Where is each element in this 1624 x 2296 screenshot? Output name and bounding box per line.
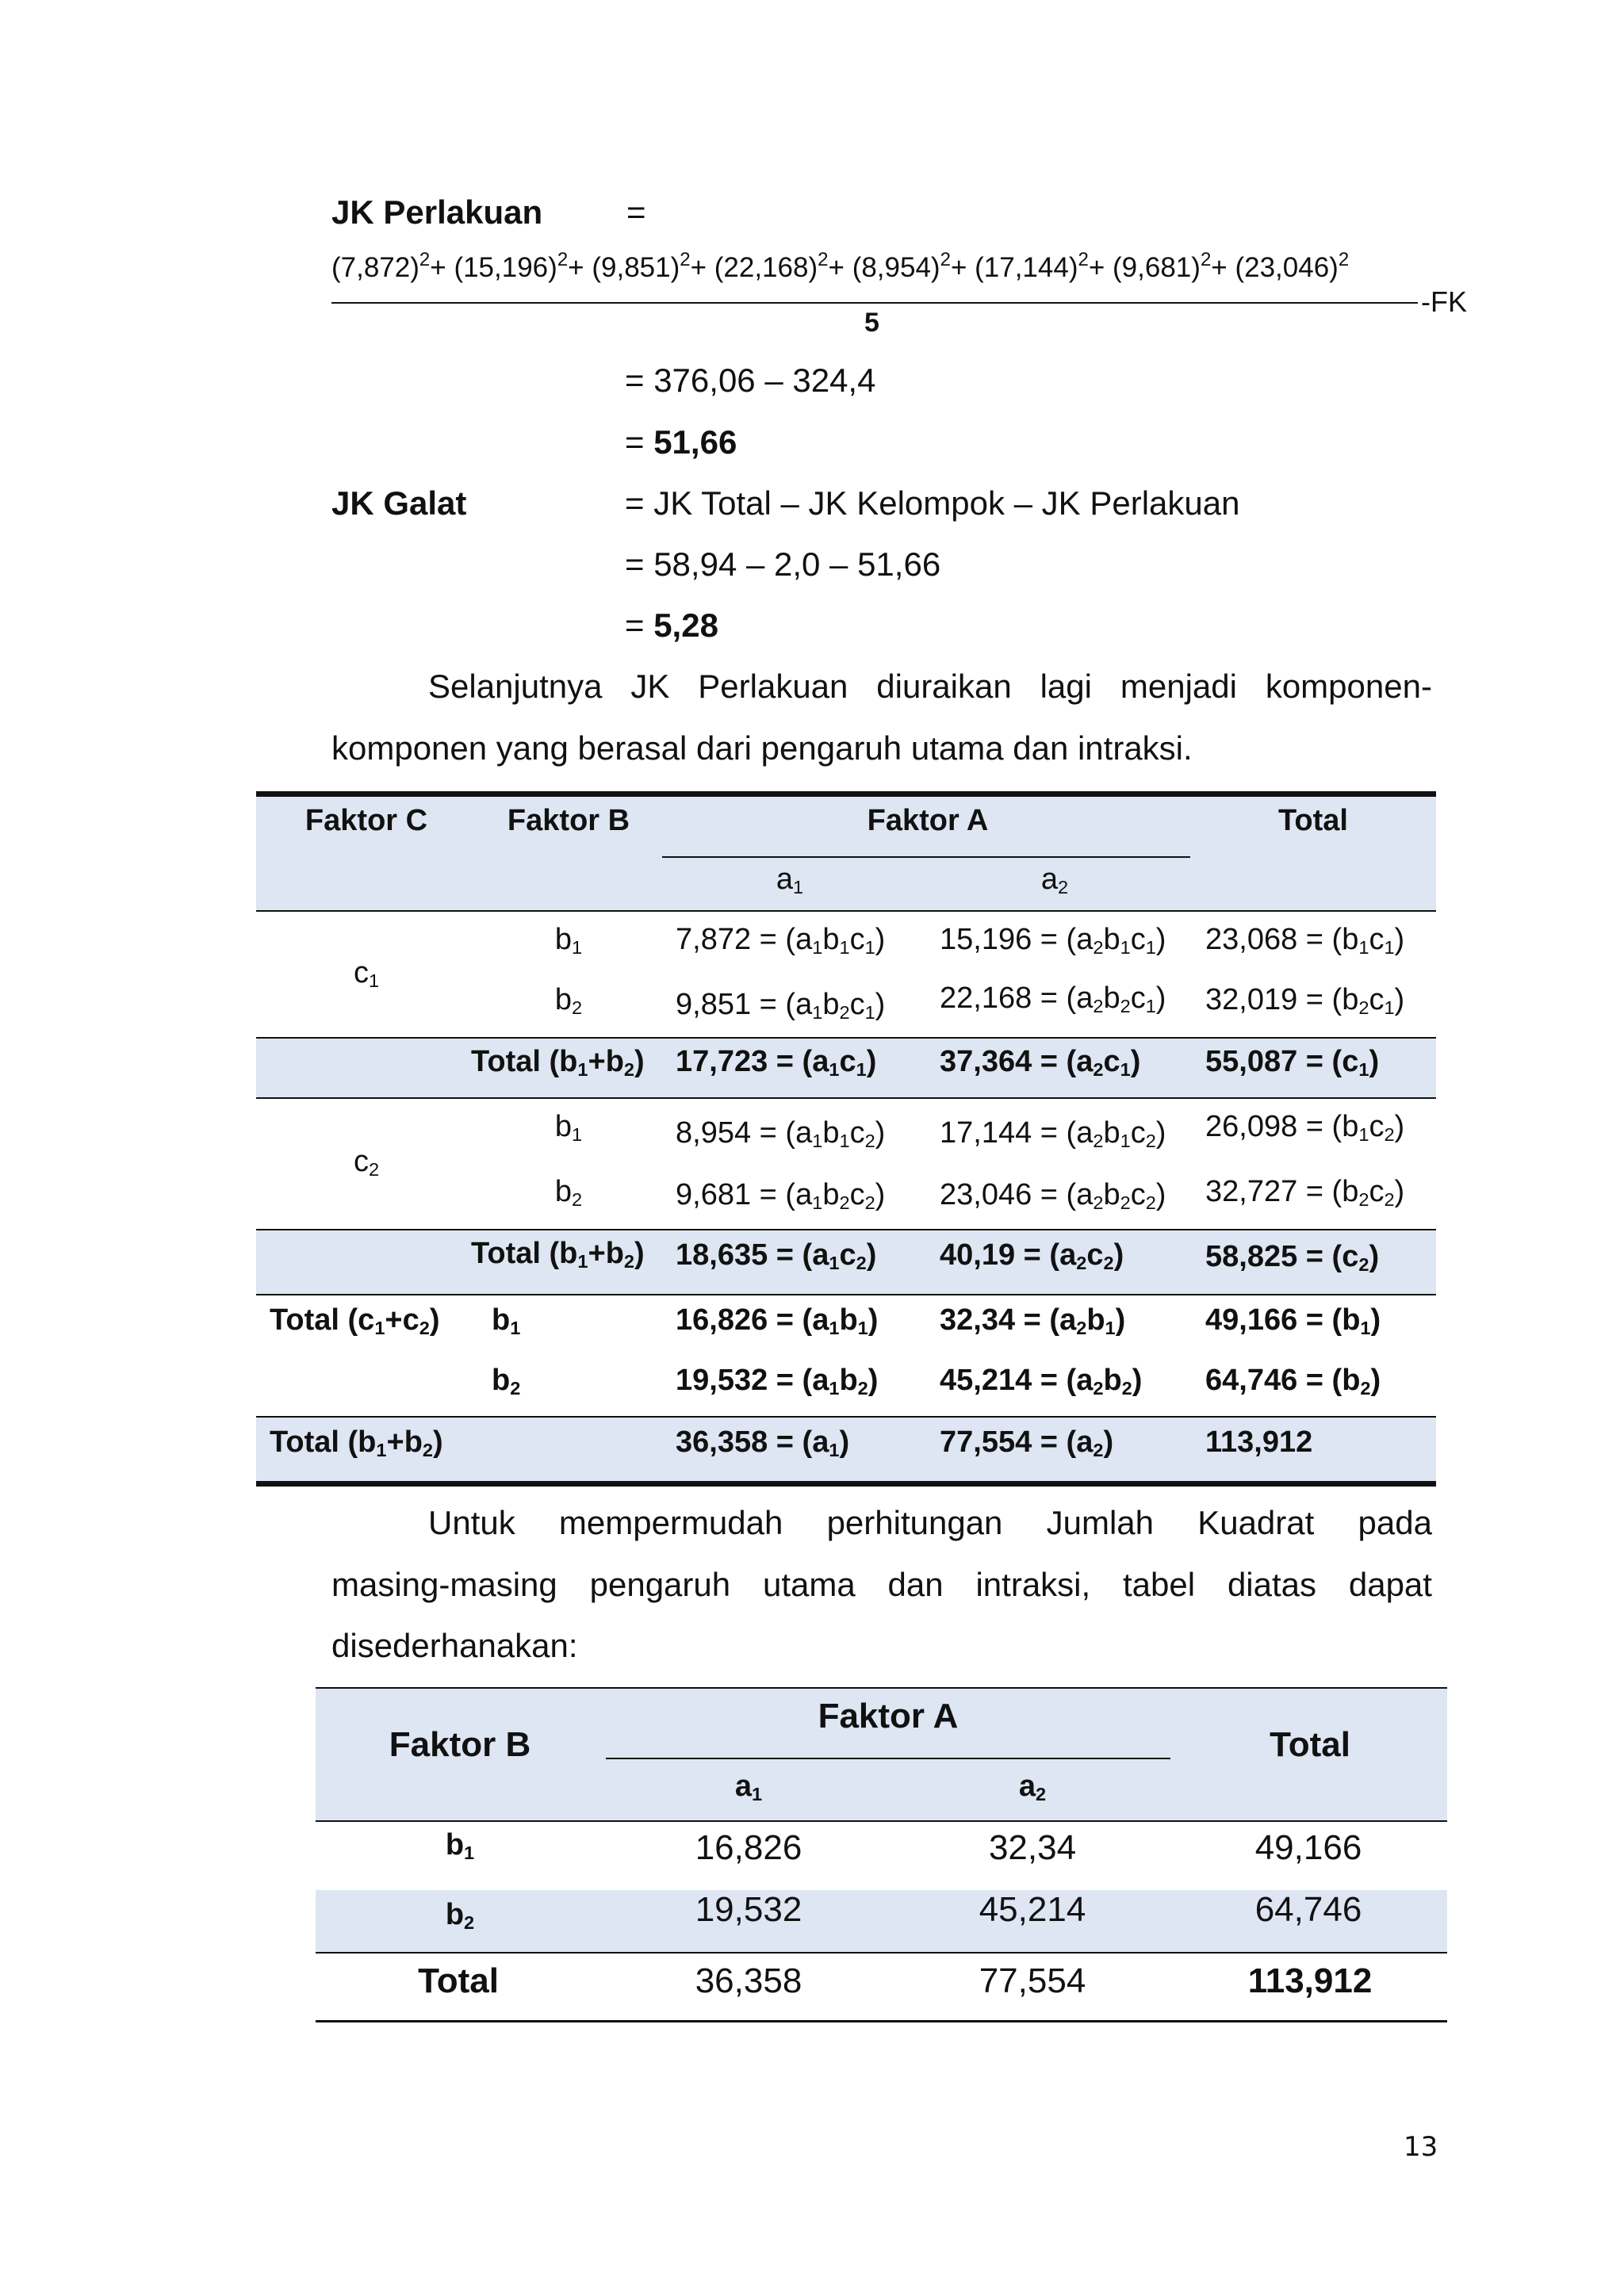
numerator-term: $(7,872)^2+$ [331, 249, 454, 283]
cell-b2: $64,746 = (b_2)$ [1205, 1364, 1381, 1399]
paragraph2-word: Untuk [428, 1504, 515, 1541]
paragraph2-word: dapat [1348, 1566, 1432, 1603]
header-faktor-b: Faktor B [507, 804, 630, 837]
paragraph2-line3: disederhanakan: [331, 1627, 578, 1664]
cell-a1b2c2: $9,681 = (a_1b_2c_2)$ [676, 1178, 886, 1213]
minus-fk: -FK [1421, 285, 1467, 318]
page-number: 13 [1404, 2131, 1438, 2163]
paragraph2-word: pengaruh [589, 1566, 731, 1603]
cell-c2: $58,825 = (c_2)$ [1205, 1240, 1380, 1275]
grand-total-label: Total $(b_1+b_2)$ [270, 1425, 443, 1460]
paragraph2-word: perhitungan [826, 1504, 1003, 1541]
table2-faktor-a-underline [606, 1758, 1170, 1759]
jk-galat-label: JK Galat [331, 484, 467, 522]
row-b2-label: $b_2$ [492, 1364, 521, 1399]
table2-bottom-border [316, 2020, 1447, 2022]
row-b1-label: $b_1$ [492, 1303, 521, 1338]
numerator-term: $(17,144)^2+$ [975, 249, 1113, 283]
fraction-bar [331, 302, 1418, 304]
header-faktor-a: Faktor A [867, 804, 989, 837]
cell-grand-total: 113,912 [1205, 1425, 1313, 1459]
paragraph1-word: lagi [1040, 668, 1092, 705]
total-c2-label: Total $(b_1+b_2)$ [471, 1237, 645, 1272]
t2-total-grand: 113,912 [1247, 1961, 1373, 2000]
numerator-term: $(15,196)^2+$ [454, 249, 592, 283]
t2-total-a1: 36,358 [695, 1961, 802, 2000]
table1-rule [256, 1037, 1436, 1039]
cell-a1b2: $19,532 = (a_1b_2)$ [676, 1364, 879, 1399]
table2-rule [316, 1952, 1447, 1954]
jk-galat-step1: = JK Total – JK Kelompok – JK Perlakuan [625, 484, 1240, 522]
paragraph1-word: diuraikan [876, 668, 1012, 705]
cell-b2c2: $32,727 = (b_2c_2)$ [1205, 1175, 1405, 1210]
paragraph2-word: masing-masing [331, 1566, 557, 1603]
faktor-a-underline [662, 856, 1190, 858]
t2-header-total: Total [1270, 1725, 1350, 1764]
total-c1c2-label: Total $(c_1+c_2)$ [270, 1303, 440, 1338]
c1-b2-label: $b_2$ [554, 983, 583, 1018]
cell-a1b1c2: $8,954 = (a_1b_1c_2)$ [676, 1116, 886, 1151]
cell-a1b2c1: $9,851 = (a_1b_2c_1)$ [676, 988, 886, 1023]
t2-header-faktor-a: Faktor A [818, 1697, 959, 1735]
paragraph2-word: pada [1358, 1504, 1432, 1541]
table1-header-bg [256, 794, 1436, 910]
total-c1-label: Total $(b_1+b_2)$ [471, 1045, 645, 1080]
jk-galat-step2: = 58,94 – 2,0 – 51,66 [625, 545, 941, 583]
t2-total-a2: 77,554 [979, 1961, 1086, 2000]
cell-a1: $36,358 = (a_1)$ [676, 1425, 850, 1460]
paragraph2-word: intraksi, [975, 1566, 1091, 1603]
paragraph2-word: tabel [1123, 1566, 1196, 1603]
numerator-term: $(9,851)^2+$ [592, 249, 714, 283]
t2-header-faktor-b: Faktor B [389, 1725, 531, 1764]
jk-perlakuan-numerator [331, 249, 1350, 284]
header-a1: $a_1$ [776, 863, 804, 897]
c1-label: $c_1$ [353, 956, 380, 991]
cell-a2b2c1: $22,168 = (a_2b_2c_1)$ [940, 982, 1166, 1016]
paragraph2-word: Kuadrat [1197, 1504, 1315, 1541]
c1-b1-label: $b_1$ [554, 923, 583, 958]
paragraph1-word: Perlakuan [698, 668, 848, 705]
table1-top-border [256, 791, 1436, 797]
table1-bottom-border [256, 1481, 1436, 1487]
cell-b2c1: $32,019 = (b_2c_1)$ [1205, 983, 1405, 1018]
table1-rule [256, 1229, 1436, 1230]
table1-rule [256, 1097, 1436, 1099]
t2-total-label: Total [418, 1961, 499, 2000]
paragraph2-word: utama [762, 1566, 856, 1603]
paragraph1-word: JK [630, 668, 670, 705]
paragraph2-line2 [331, 1566, 1432, 1604]
t2-cell-b1-a2: 32,34 [988, 1828, 1077, 1867]
c2-b1-label: $b_1$ [554, 1110, 583, 1145]
paragraph1-word: komponen- [1265, 668, 1432, 705]
jk-perlakuan-step1: = 376,06 – 324,4 [625, 362, 876, 399]
t2-cell-b2-total: 64,746 [1254, 1890, 1362, 1929]
t2-cell-b1-a1: 16,826 [695, 1828, 802, 1867]
paragraph1-word: menjadi [1120, 668, 1237, 705]
table1-rule [256, 910, 1436, 912]
paragraph1-line2: komponen yang berasal dari pengaruh utama dan intraksi. [331, 729, 1193, 767]
table1-rule [256, 1416, 1436, 1418]
t2-cell-b1-total: 49,166 [1254, 1828, 1362, 1867]
paragraph2-word: dan [887, 1566, 944, 1603]
jk-perlakuan-label: JK Perlakuan [331, 193, 543, 231]
table2-top-border [316, 1687, 1447, 1689]
cell-a2b1c1: $15,196 = (a_2b_1c_1)$ [940, 923, 1166, 958]
t2-cell-b2-a2: 45,214 [979, 1890, 1086, 1929]
paragraph1-word: Selanjutnya [428, 668, 603, 705]
paragraph2-word: Jumlah [1046, 1504, 1155, 1541]
c2-label: $c_2$ [353, 1145, 380, 1180]
table1-rule [256, 1294, 1436, 1295]
cell-a2c1: $37,364 = (a_2c_1)$ [940, 1045, 1141, 1080]
t2-row-b1-label: $b_1$ [445, 1828, 475, 1863]
cell-c1: $55,087 = (c_1)$ [1205, 1045, 1380, 1080]
jk-perlakuan-result: 51,66 [653, 423, 737, 461]
cell-a2c2: $40,19 = (a_2c_2)$ [940, 1238, 1124, 1273]
t2-header-a1: $a_1$ [734, 1770, 763, 1804]
jk-galat-result: 5,28 [653, 607, 718, 644]
cell-a1c2: $18,635 = (a_1c_2)$ [676, 1238, 877, 1273]
cell-a2b2c2: $23,046 = (a_2b_2c_2)$ [940, 1178, 1166, 1213]
t2-row-b2-label: $b_2$ [445, 1898, 475, 1933]
cell-a1c1: $17,723 = (a_1c_1)$ [676, 1045, 877, 1080]
header-total: Total [1278, 804, 1348, 837]
paragraph2-line1 [428, 1504, 1432, 1542]
numerator-term: $(22,168)^2+$ [714, 249, 852, 283]
cell-b1c1: $23,068 = (b_1c_1)$ [1205, 923, 1405, 958]
paragraph2-word: mempermudah [558, 1504, 783, 1541]
paragraph1-line1 [428, 668, 1432, 706]
t2-header-a2: $a_2$ [1018, 1770, 1047, 1804]
table2-rule [316, 1820, 1447, 1822]
cell-a2b1: $32,34 = (a_2b_1)$ [940, 1303, 1126, 1338]
jk-perlakuan-denominator: 5 [864, 308, 879, 338]
cell-a1b1: $16,826 = (a_1b_1)$ [676, 1303, 879, 1338]
numerator-term: $(8,954)^2+$ [852, 249, 975, 283]
paragraph2-word: diatas [1227, 1566, 1317, 1603]
numerator-term: $(23,046)^2$ [1235, 249, 1350, 283]
cell-a2b1c2: $17,144 = (a_2b_1c_2)$ [940, 1116, 1166, 1151]
jk-perlakuan-step2: = 51,66 [625, 423, 737, 461]
cell-a2b2: $45,214 = (a_2b_2)$ [940, 1364, 1143, 1399]
header-faktor-c: Faktor C [304, 804, 428, 837]
cell-b1c2: $26,098 = (b_1c_2)$ [1205, 1110, 1405, 1145]
numerator-term: $(9,681)^2+$ [1113, 249, 1235, 283]
cell-a1b1c1: $7,872 = (a_1b_1c_1)$ [676, 923, 886, 958]
cell-a2: $77,554 = (a_2)$ [940, 1425, 1114, 1460]
header-a2: $a_2$ [1040, 863, 1069, 897]
cell-b1: $49,166 = (b_1)$ [1205, 1303, 1381, 1338]
t2-cell-b2-a1: 19,532 [695, 1890, 802, 1929]
jk-galat-step3: = 5,28 [625, 607, 718, 644]
c2-b2-label: $b_2$ [554, 1175, 583, 1210]
jk-perlakuan-equals: = [626, 193, 646, 231]
